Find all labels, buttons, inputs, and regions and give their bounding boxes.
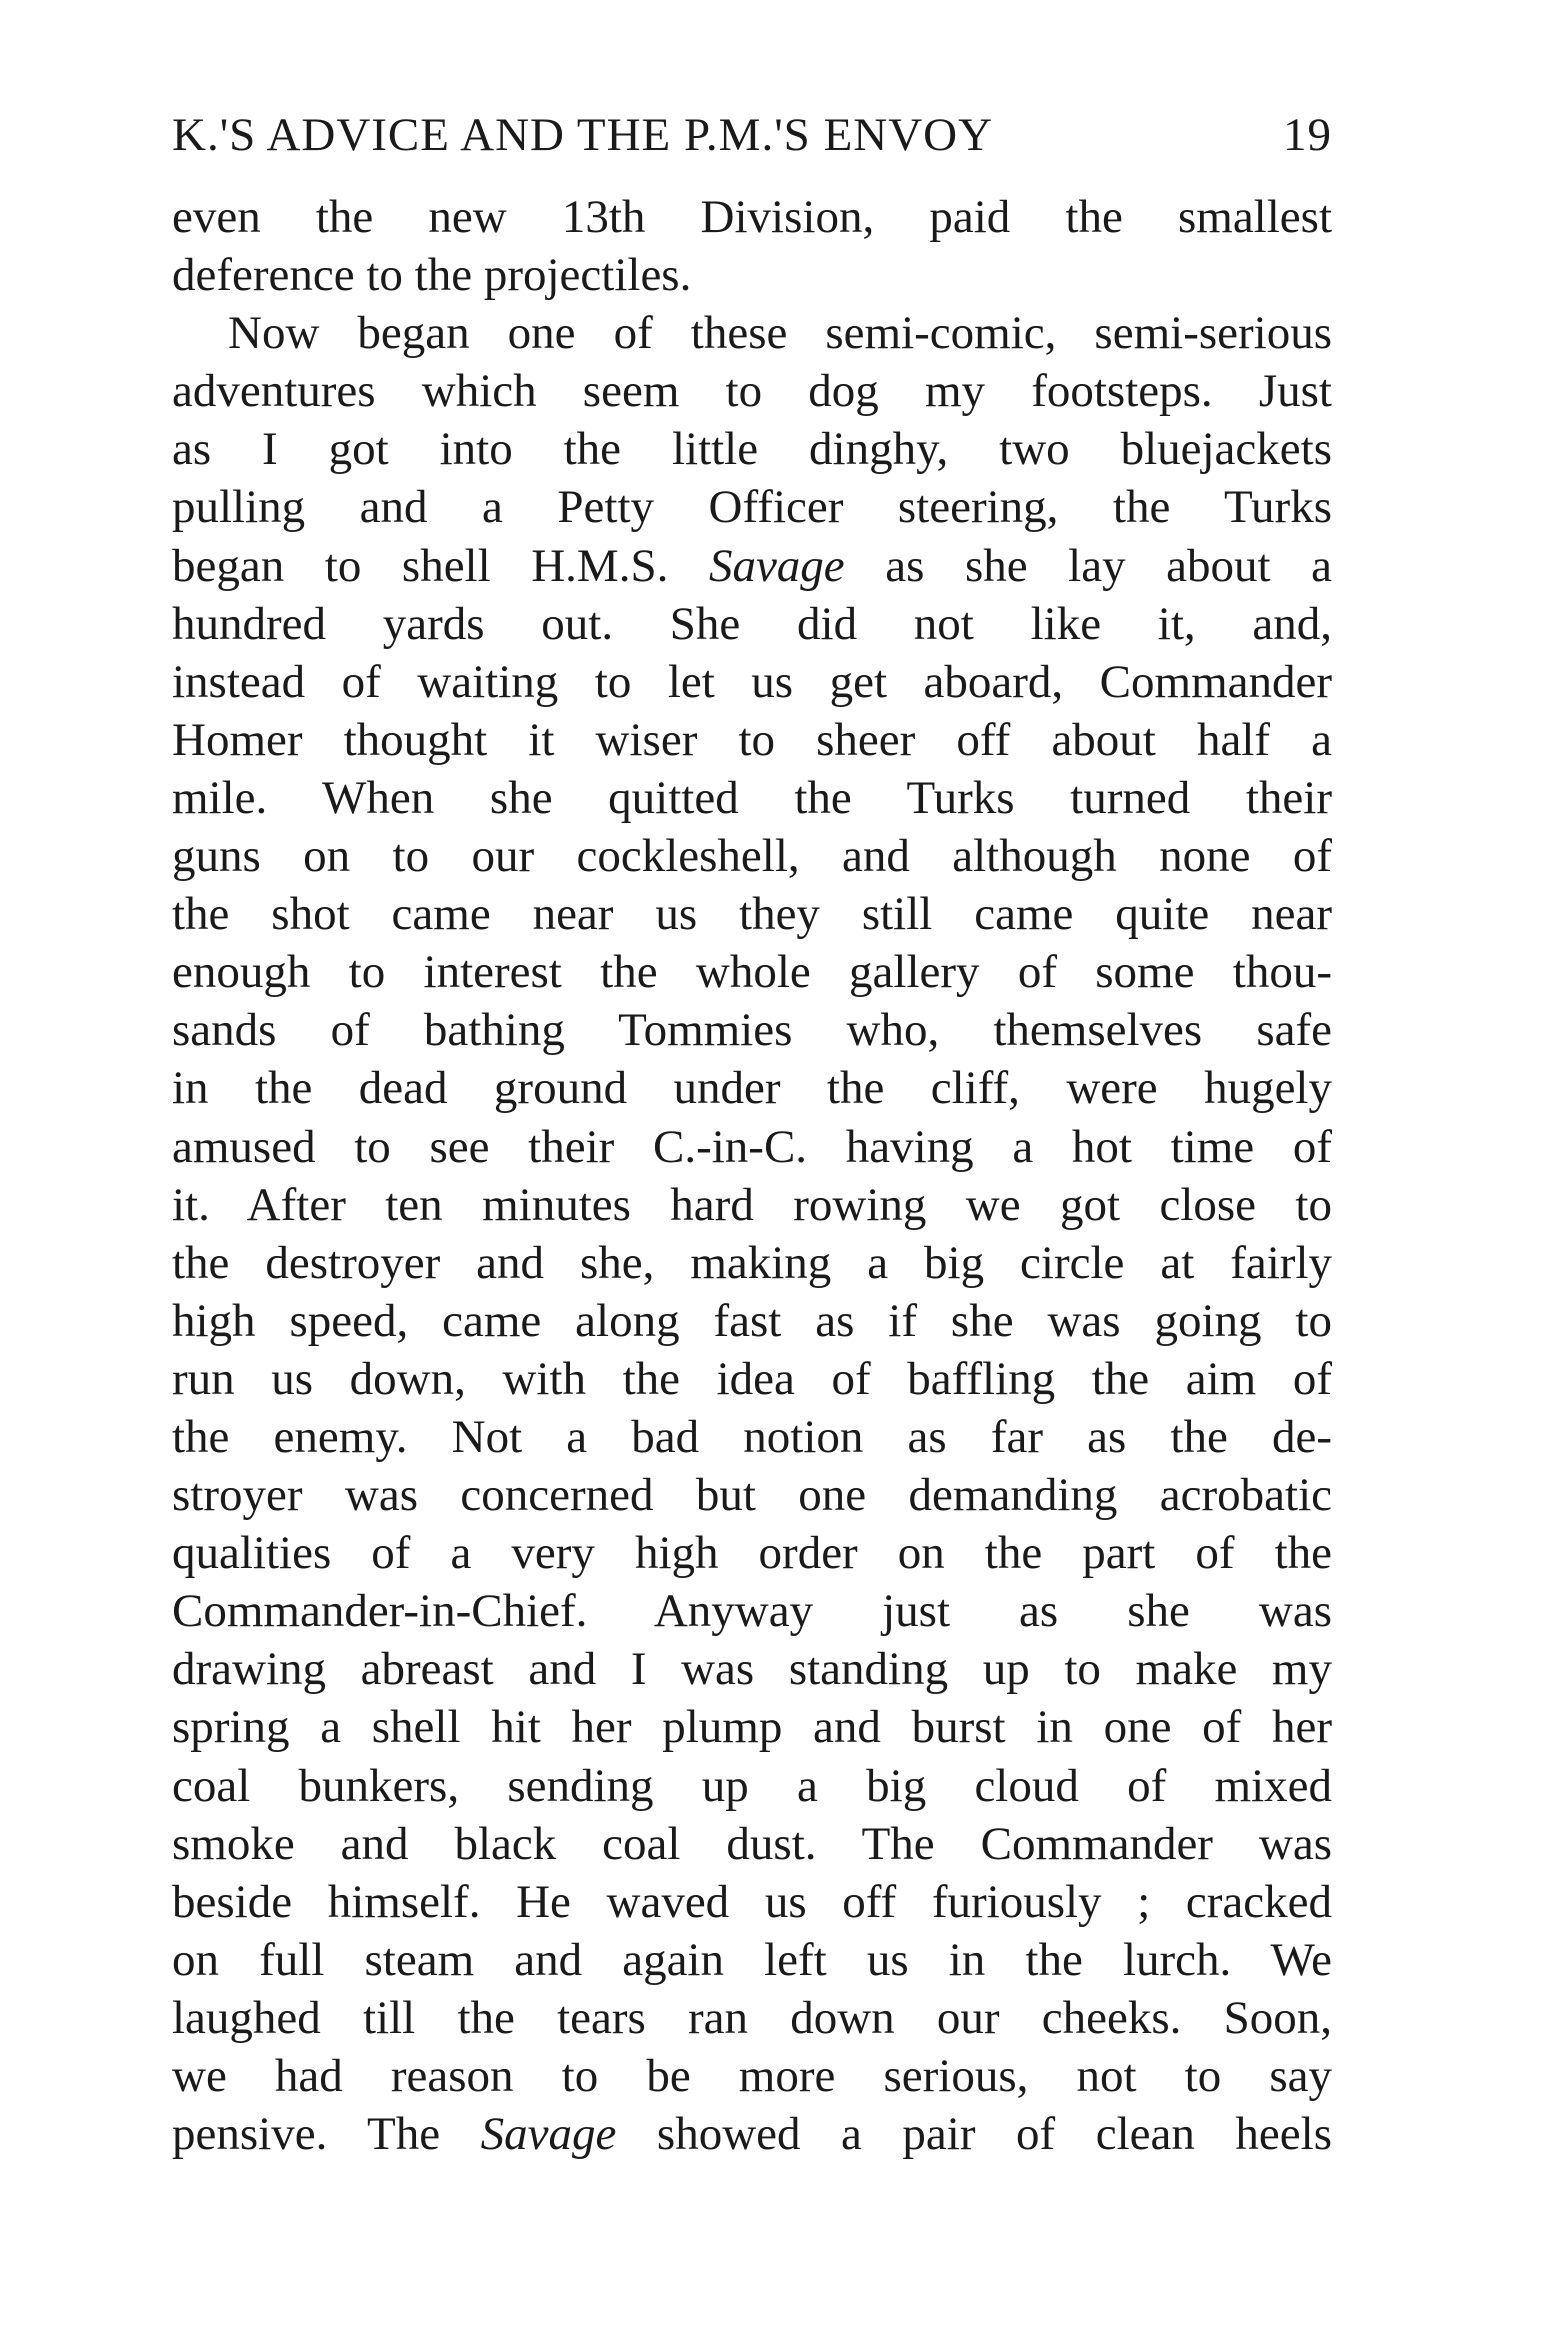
text-line: smoke and black coal dust. The Commander was <box>172 1817 1332 1870</box>
text-line: as I got into the little dinghy, two bluejackets <box>172 423 1332 476</box>
text-line: adventures which seem to dog my footsteps. Just <box>172 365 1332 418</box>
text-line: pulling and a Petty Officer steering, the Turks <box>172 481 1332 534</box>
text-line: stroyer was concerned but one demanding acrobatic <box>172 1469 1332 1522</box>
text-line: even the new 13th Division, paid the smallest <box>172 191 1332 243</box>
body-text <box>172 188 1332 2163</box>
text-line: hundred yards out. She did not like it, and, <box>172 597 1332 650</box>
text-line: we had reason to be more serious, not to say <box>172 2050 1332 2102</box>
text-line: Now began one of these semi-comic, semi-serious <box>228 307 1332 360</box>
text-line: run us down, with the idea of baffling the aim of <box>172 1352 1332 1405</box>
text-line: in the dead ground under the cliff, were hugely <box>172 1062 1332 1115</box>
text-line: it. After ten minutes hard rowing we got close to <box>172 1178 1332 1231</box>
text-line: deference to the projectiles. <box>172 249 692 302</box>
text-line: laughed till the tears ran down our cheeks. Soon, <box>172 1991 1332 2044</box>
text-line: the destroyer and she, making a big circle at fairly <box>172 1236 1332 1289</box>
text-line: beside himself. He waved us off furiously ; cracked <box>172 1875 1332 1928</box>
text-line: mile. When she quitted the Turks turned their <box>172 771 1332 824</box>
page-number: 19 <box>1283 109 1332 161</box>
text-line: began to shell H.M.S. Savage as she lay about a <box>172 539 1332 592</box>
running-title: K.'S ADVICE AND THE P.M.'S ENVOY <box>172 109 994 161</box>
text-line: high speed, came along fast as if she was going to <box>172 1294 1332 1347</box>
text-line: the enemy. Not a bad notion as far as the de- <box>172 1410 1332 1463</box>
text-line: on full steam and again left us in the lurch. We <box>172 1933 1332 1986</box>
text-line: instead of waiting to let us get aboard, Commander <box>172 655 1332 708</box>
text-line: sands of bathing Tommies who, themselves safe <box>172 1004 1332 1057</box>
text-line: Commander-in-Chief. Anyway just as she was <box>172 1585 1332 1638</box>
ship-name: Savage <box>480 2108 617 2161</box>
text-line: spring a shell hit her plump and burst in one of her <box>172 1701 1332 1754</box>
text-line: guns on to our cockleshell, and although none of <box>172 830 1332 883</box>
text-line: enough to interest the whole gallery of some thou- <box>172 946 1332 999</box>
text-line: Homer thought it wiser to sheer off about half a <box>172 713 1332 766</box>
text-line: qualities of a very high order on the part of the <box>172 1527 1332 1580</box>
running-head <box>172 108 1332 178</box>
text-line: pensive. The Savage showed a pair of clean heels <box>172 2108 1332 2161</box>
text-line: drawing abreast and I was standing up to make my <box>172 1643 1332 1696</box>
text-line: coal bunkers, sending up a big cloud of mixed <box>172 1759 1332 1812</box>
text-line: the shot came near us they still came quite near <box>172 888 1332 941</box>
ship-name: Savage <box>708 539 845 592</box>
text-line: amused to see their C.-in-C. having a hot time of <box>172 1120 1332 1173</box>
